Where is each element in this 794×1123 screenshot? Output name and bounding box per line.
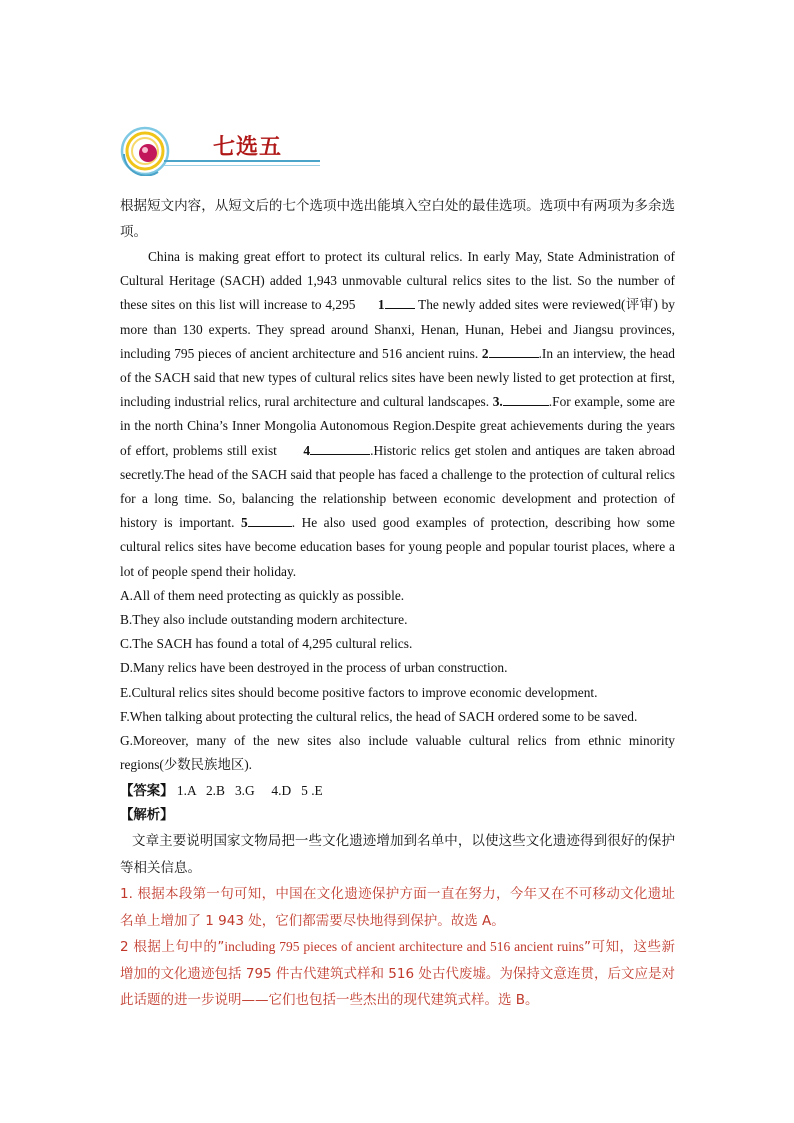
option-d: D.Many relics have been destroyed in the process of urban construction. <box>120 660 508 676</box>
blank-4: 4 <box>303 443 370 458</box>
blank-line <box>489 345 539 358</box>
option-e: E.Cultural relics sites should become positive factors to improve economic development. <box>120 684 598 700</box>
analysis-item-2-quote: including 795 pieces of ancient architecture and 516 ancient ruins <box>224 939 584 955</box>
passage-sentence: .In an interview, the head of the SACH said that new types of cultural relics sites have been newly listed to get protection at first, including industrial relics, rural architecture and cultural landscapes. <box>120 345 675 410</box>
answer-label: 【答案】 <box>120 784 174 800</box>
section-title: 七选五 <box>213 135 283 160</box>
passage-sentence: The newly added sites were reviewed(评审) by more than 130 experts. They spread around Shanxi, Henan, Hunan, Hebei and Jiangsu provinces, including 795 pieces of ancient architecture and 516 ancient ruins. <box>120 297 675 361</box>
option-g: G.Moreover, many of the new sites also include valuable cultural relics from ethnic minority regions(少数民族地区). <box>120 733 675 773</box>
option-c: C.The SACH has found a total of 4,295 cultural relics. <box>120 636 413 652</box>
answer-text: 1.A 2.B 3.G 4.D 5 .E <box>176 783 323 799</box>
passage-sentence: China is making great effort to protect its cultural relics. In early May, State Administration of Cultural Heritage (SACH) added 1,943 unmovable cultural relics sites to the list. So the number of these sites on this list will increase to 4,295 <box>120 249 675 313</box>
analysis-label: 【解析】 <box>120 808 174 824</box>
passage-paragraph <box>120 245 675 584</box>
blank-1: 1 <box>378 297 415 312</box>
blank-3: 3. <box>493 394 549 409</box>
answer-line <box>120 779 675 804</box>
blank-line <box>248 514 292 527</box>
blank-line <box>503 393 549 406</box>
blank-5: 5 <box>241 515 292 530</box>
options-list <box>120 584 675 778</box>
instruction-text: 根据短文内容，从短文后的七个选项中选出能填入空白处的最佳选项。选项中有两项为多余选项。 <box>120 198 675 240</box>
analysis-item-2 <box>120 934 675 1014</box>
analysis-summary: 文章主要说明国家文物局把一些文化遗迹增加到名单中，以使这些文化遗迹得到很好的保护等相关信息。 <box>120 833 675 876</box>
passage-sentence: .For example, some are in the north China’s Inner Mongolia Autonomous Region.Despite great achievements during the years of effort, problems still exist <box>120 394 675 458</box>
blank-line <box>310 442 370 455</box>
sphere-logo-icon <box>118 124 174 176</box>
section-header <box>118 124 328 176</box>
analysis-item-2-rest: ”可知，这些新增加的文化遗迹包括 795 件古代建筑式样和 516 处古代废墟。为保持文意连贯，后文应是对此话题的进一步说明——它们也包括一些杰出的现代建筑式样。选 B。 <box>120 939 675 1009</box>
passage-sentence: .Historic relics get stolen and antiques are taken abroad secretly.The head of the SACH said that people has faced a challenge to the protection of cultural relics for a long time. So, balancing the relationship between economic development and protection of history is important. <box>120 442 675 531</box>
blank-line <box>385 296 415 309</box>
passage-sentence: . He also used good examples of protection, describing how some cultural relics sites have become education bases for young people and popular tourist places, where a lot of people spend their holiday. <box>120 515 675 579</box>
header-rule-thin <box>164 165 320 166</box>
analysis-section <box>120 828 675 1014</box>
option-b: B.They also include outstanding modern architecture. <box>120 612 408 628</box>
analysis-item-1: 1. 根据本段第一句可知，中国在文化遗迹保护方面一直在努力，今年又在不可移动文化遗址名单上增加了 1 943 处，它们都需要尽快地得到保护。故选 A。 <box>120 886 675 929</box>
option-a: A.All of them need protecting as quickly as possible. <box>120 587 405 603</box>
analysis-item-2-lead: 2 根据上句中的” <box>120 939 225 956</box>
main-content <box>120 193 675 1014</box>
blank-2: 2 <box>482 346 539 361</box>
option-f: F.When talking about protecting the cultural relics, the head of SACH ordered some to be saved. <box>120 708 638 724</box>
